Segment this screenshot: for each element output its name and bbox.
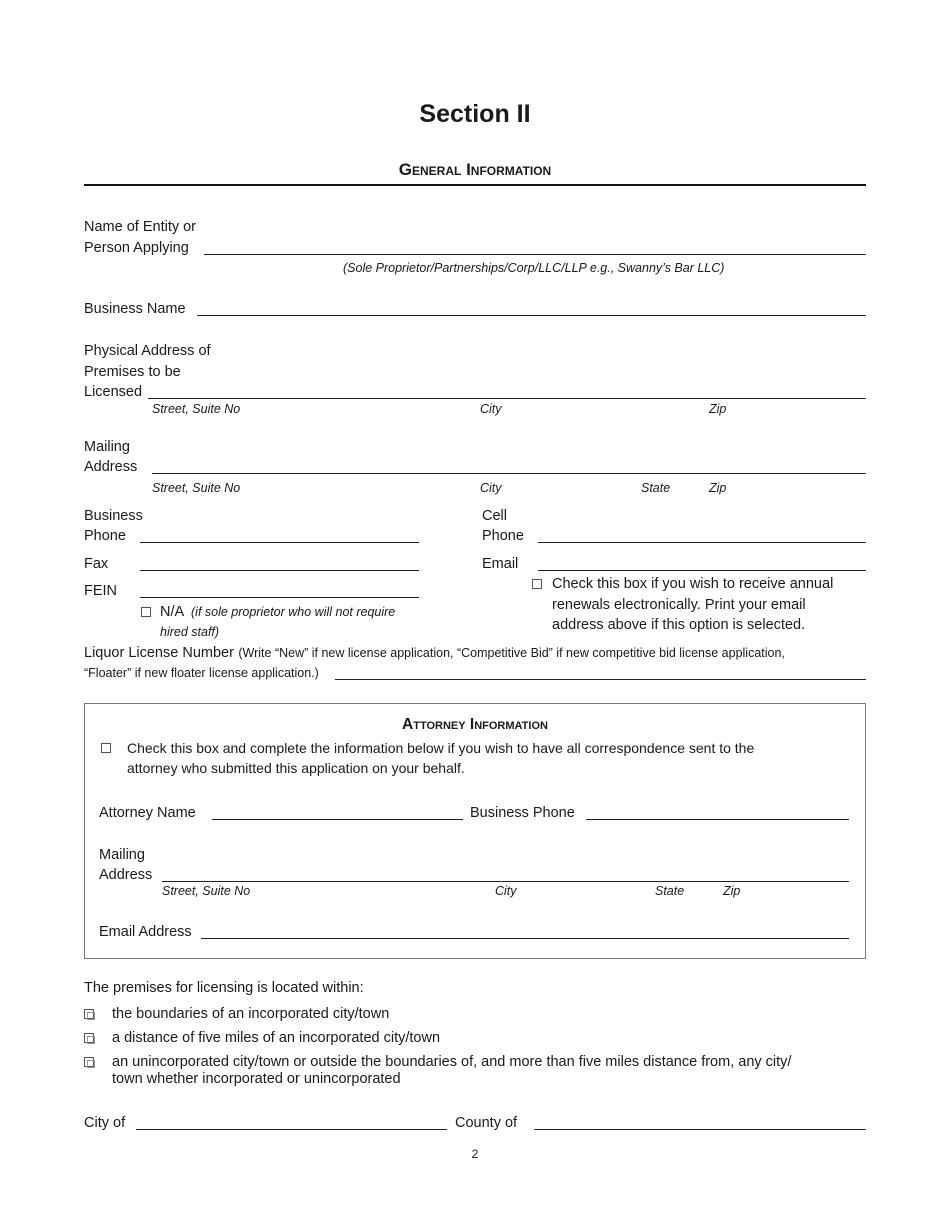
- liquor-note-line1: (Write “New” if new license application, “Competitive Bid” if new competitive bid license application,: [238, 646, 785, 660]
- premises-intro: The premises for licensing is located within:: [84, 980, 364, 996]
- business-phone-label-line2: Phone: [84, 528, 126, 544]
- page-number: 2: [471, 1147, 479, 1161]
- premises-option-1: the boundaries of an incorporated city/town: [112, 1006, 390, 1022]
- attorney-business-phone-label: Business Phone: [470, 805, 575, 821]
- entity-label-line1: Name of Entity or: [84, 219, 197, 235]
- premises-option-1-checkbox[interactable]: [84, 1009, 94, 1019]
- physical-city-caption: City: [480, 402, 502, 416]
- mailing-street-caption: Street, Suite No: [152, 481, 241, 495]
- attorney-checkbox[interactable]: [101, 743, 111, 753]
- na-label: N/A: [160, 604, 185, 620]
- physical-zip-caption: Zip: [709, 402, 727, 416]
- na-note-line1: (if sole proprietor who will not require: [191, 605, 396, 619]
- attorney-business-phone-field[interactable]: [586, 819, 849, 820]
- fein-field[interactable]: [140, 597, 419, 598]
- attorney-name-label: Attorney Name: [99, 805, 196, 821]
- header-rule: [84, 184, 866, 186]
- business-phone-field[interactable]: [140, 542, 419, 543]
- business-phone-label-line1: Business: [84, 508, 143, 524]
- mailing-address-field[interactable]: [152, 473, 866, 474]
- renewal-text-line1: Check this box if you wish to receive annual: [552, 576, 834, 592]
- premises-option-2: a distance of five miles of an incorporated city/town: [112, 1030, 441, 1046]
- attorney-mailing-field[interactable]: [162, 881, 849, 882]
- attorney-email-label: Email Address: [99, 924, 192, 940]
- attorney-name-field[interactable]: [212, 819, 463, 820]
- attorney-zip-caption: Zip: [723, 884, 741, 898]
- attorney-mailing-label-line1: Mailing: [99, 847, 145, 863]
- na-checkbox[interactable]: [141, 607, 151, 617]
- cell-phone-label-line2: Phone: [482, 528, 524, 544]
- fein-label: FEIN: [84, 583, 118, 599]
- attorney-email-field[interactable]: [201, 938, 849, 939]
- premises-option-3-line1: an unincorporated city/town or outside the boundaries of, and more than five miles distance from, any city/: [112, 1054, 792, 1070]
- county-of-field[interactable]: [534, 1129, 866, 1130]
- mailing-zip-caption: Zip: [709, 481, 727, 495]
- attorney-title: Attorney Information: [402, 716, 548, 733]
- attorney-mailing-label-line2: Address: [99, 867, 153, 883]
- city-of-field[interactable]: [136, 1129, 447, 1130]
- section-subtitle: General Information: [398, 160, 552, 179]
- business-name-label: Business Name: [84, 301, 186, 317]
- physical-street-caption: Street, Suite No: [152, 402, 241, 416]
- renewal-checkbox[interactable]: [532, 579, 542, 589]
- attorney-check-line1: Check this box and complete the information below if you wish to have all correspondence sent to the: [127, 740, 755, 756]
- renewal-text-line3: address above if this option is selected.: [552, 617, 806, 633]
- entity-field[interactable]: [204, 254, 866, 255]
- liquor-label-row: [84, 643, 785, 663]
- premises-option-3-checkbox[interactable]: [84, 1057, 94, 1067]
- email-label: Email: [482, 556, 519, 572]
- attorney-street-caption: Street, Suite No: [162, 884, 251, 898]
- fax-label: Fax: [84, 556, 109, 572]
- email-field[interactable]: [538, 570, 866, 571]
- cell-phone-label-line1: Cell: [482, 508, 507, 524]
- physical-address-label-line2: Premises to be: [84, 364, 181, 380]
- liquor-note-line2: “Floater” if new floater license application.): [84, 666, 319, 680]
- county-of-label: County of: [455, 1115, 518, 1131]
- attorney-check-line2: attorney who submitted this application on your behalf.: [127, 760, 465, 776]
- mailing-address-label-line2: Address: [84, 459, 138, 475]
- renewal-text-line2: renewals electronically. Print your email: [552, 597, 806, 613]
- na-note-line2: hired staff): [160, 625, 220, 639]
- attorney-city-caption: City: [495, 884, 517, 898]
- attorney-state-caption: State: [655, 884, 685, 898]
- entity-label-line2: Person Applying: [84, 240, 189, 256]
- city-of-label: City of: [84, 1115, 126, 1131]
- cell-phone-field[interactable]: [538, 542, 866, 543]
- mailing-city-caption: City: [480, 481, 502, 495]
- liquor-license-field[interactable]: [335, 679, 866, 680]
- business-name-field[interactable]: [197, 315, 866, 316]
- entity-hint: (Sole Proprietor/Partnerships/Corp/LLC/LLP e.g., Swanny’s Bar LLC): [343, 261, 725, 275]
- physical-address-label-line3: Licensed: [84, 384, 143, 400]
- physical-address-label-line1: Physical Address of: [84, 343, 211, 359]
- physical-address-field[interactable]: [148, 398, 866, 399]
- fax-field[interactable]: [140, 570, 419, 571]
- liquor-label: Liquor License Number: [84, 645, 234, 661]
- page-title: Section II: [419, 100, 531, 128]
- premises-option-2-checkbox[interactable]: [84, 1033, 94, 1043]
- premises-option-3-line2: town whether incorporated or unincorporated: [112, 1071, 401, 1087]
- mailing-address-label-line1: Mailing: [84, 439, 130, 455]
- mailing-state-caption: State: [641, 481, 671, 495]
